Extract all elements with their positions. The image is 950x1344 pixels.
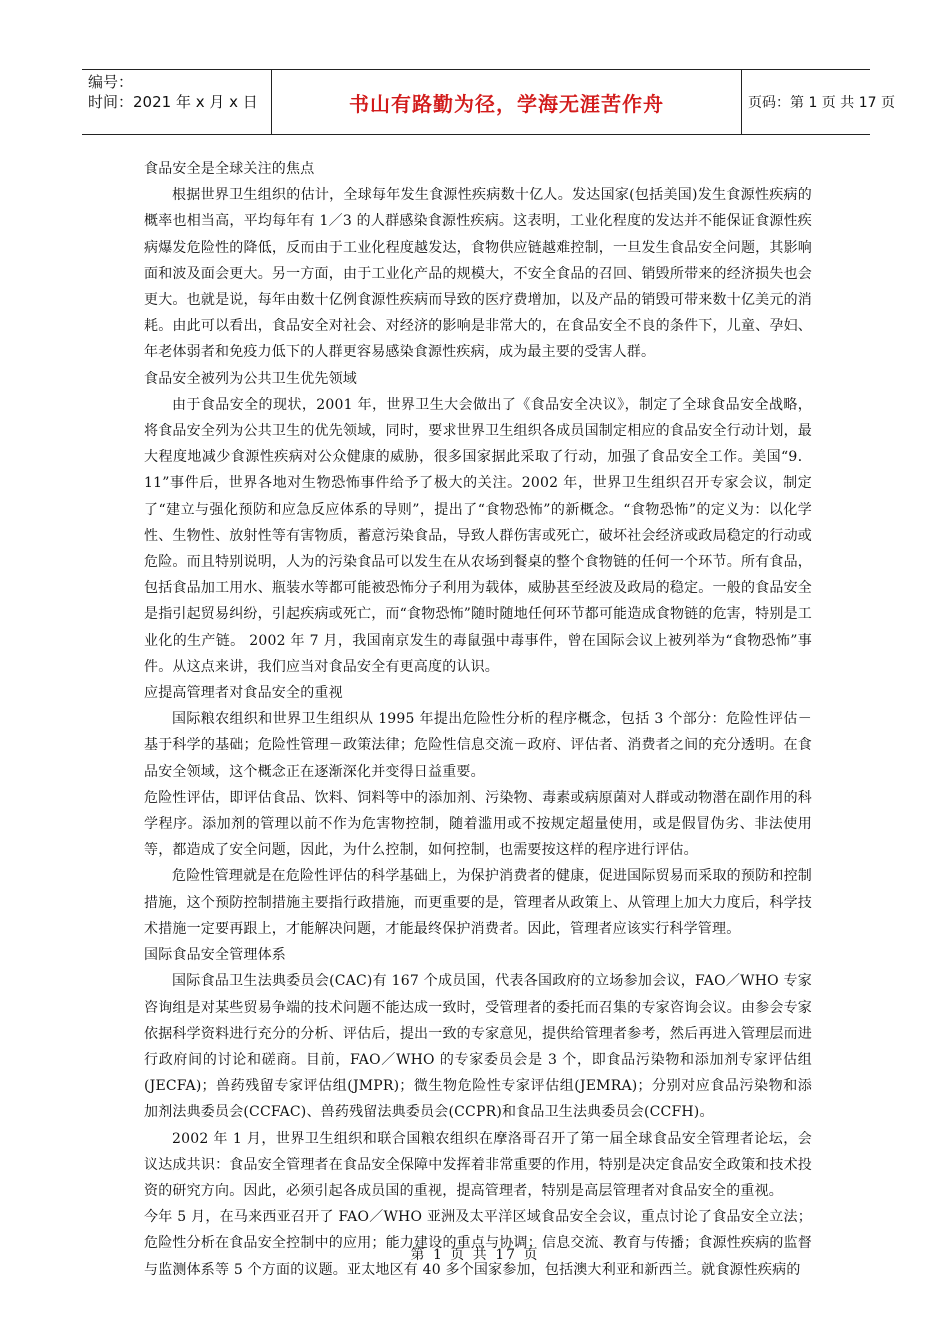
doc-date-label: 时间：2021 年 x 月 x 日	[88, 93, 258, 111]
header-info-cell	[82, 70, 272, 134]
body-paragraph: 危险性管理就是在危险性评估的科学基础上，为保护消费者的健康，促进国际贸易而采取的预防和控制措施，这个预防控制措施主要指行政措施，而更重要的是，管理者从政策上、从管理上加大力度后，科学技术措施一定要再跟上，才能解决问题，才能最终保护消费者。因此，管理者应该实行科学管理。	[144, 868, 812, 937]
page-footer: 第 1 页 共 17 页	[410, 1247, 540, 1263]
header-page-number: 页码：第 1 页 共 17 页	[748, 95, 895, 111]
body-paragraph: 根据世界卫生组织的估计，全球每年发生食源性疾病数十亿人。发达国家(包括美国)发生食源性疾病的概率也相当高，平均每年有 1／3 的人群感染食源性疾病。这表明，工业化程度的发达并不能保证食源性疾病爆发危险性的降低，反而由于工业化程度越发达，食物供应链越难控制，一旦发生食品安全问题，其影响面和波及面会更大。另一方面，由于工业化产品的规模大，不安全食品的召回、销毁所带来的经济损失也会更大。也就是说，每年由数十亿例食源性疾病而导致的医疗费增加，以及产品的销毁可带来数十亿美元的消耗。由此可以看出，食品安全对社会、对经济的影响是非常大的，在食品安全不良的条件下，儿童、孕妇、年老体弱者和免疫力低下的人群更容易感染食源性疾病，成为最主要的受害人群。	[144, 187, 812, 361]
section-heading: 国际食品安全管理体系	[144, 947, 286, 964]
body-paragraph: 危险性评估，即评估食品、饮料、饲料等中的添加剂、污染物、毒素或病原菌对人群或动物潜在副作用的科学程序。添加剂的管理以前不作为危害物控制，随着滥用或不按规定超量使用，或是假冒伪劣、非法使用等，都造成了安全问题，因此，为什么控制，如何控制，也需要按这样的程序进行评估。	[144, 789, 812, 859]
section-heading: 食品安全被列为公共卫生优先领域	[144, 370, 357, 387]
body-paragraph: 今年 5 月，在马来西亚召开了 FAO／WHO 亚洲及太平洋区域食品安全会议，重点讨论了食品安全立法；危险性分析在食品安全控制中的应用；能力建设的重点与协调；信息交流、教育与传播；食源性疾病的监督与监测体系等 5 个方面的议题。亚太地区有 40 多个国家参加，包括澳大利亚和新西兰。就食源性疾病的	[144, 1209, 812, 1278]
header-slogan: 书山有路勤为径，学海无涯苦作舟	[349, 91, 664, 116]
section-heading: 食品安全是全球关注的焦点	[144, 161, 315, 177]
header-page-cell	[742, 70, 895, 134]
document-header	[82, 69, 895, 135]
document-body	[144, 156, 812, 1283]
body-paragraph: 2002 年 1 月，世界卫生组织和联合国粮农组织在摩洛哥召开了第一届全球食品安全管理者论坛，会议达成共识：食品安全管理者在食品安全保障中发挥着非常重要的作用，特别是决定食品安全政策和技术投资的研究方向。因此，必须引起各成员国的重视，提高管理者，特别是高层管理者对食品安全的重视。	[144, 1130, 812, 1199]
body-paragraph: 国际粮农组织和世界卫生组织从 1995 年提出危险性分析的程序概念，包括 3 个部分：危险性评估－基于科学的基础；危险性管理－政策法律；危险性信息交流－政府、评估者、消费者之间的充分透明。在食品安全领域，这个概念正在逐渐深化并变得日益重要。	[144, 711, 812, 780]
section-heading: 应提高管理者对食品安全的重视	[144, 685, 343, 702]
body-paragraph: 由于食品安全的现状，2001 年，世界卫生大会做出了《食品安全决议》，制定了全球食品安全战略，将食品安全列为公共卫生的优先领域，同时，要求世界卫生组织各成员国制定相应的食品安全行动计划，最大程度地减少食源性疾病对公众健康的威胁，很多国家据此采取了行动，加强了食品安全工作。美国“9．11”事件后，世界各地对生物恐怖事件给予了极大的关注。2002 年，世界卫生组织召开专家会议，制定了“建立与强化预防和应急反应体系的导则”，提出了“食物恐怖”的新概念。“食物恐怖”的定义为：以化学性、生物性、放射性等有害物质，蓄意污染食品，导致人群伤害或死亡，破坏社会经济或政局稳定的行动或危险。而且特别说明，人为的污染食品可以发生在从农场到餐桌的整个食物链的任何一个环节。所有食品，包括食品加工用水、瓶装水等都可能被恐怖分子利用为载体，威胁甚至经波及政局的稳定。一般的食品安全是指引起贸易纠纷，引起疾病或死亡，而“食物恐怖”随时随地任何环节都可能造成食物链的危害，特别是工业化的生产链。 2002 年 7 月，我国南京发生的毒鼠强中毒事件，曾在国际会议上被列举为“食物恐怖”事件。从这点来讲，我们应当对食品安全有更高度的认识。	[144, 396, 812, 675]
doc-number-label: 编号：	[88, 73, 134, 91]
header-slogan-cell	[272, 70, 742, 134]
body-paragraph: 国际食品卫生法典委员会(CAC)有 167 个成员国，代表各国政府的立场参加会议，FAO／WHO 专家咨询组是对某些贸易争端的技术问题不能达成一致时，受管理者的委托而召集的专家咨询会议。由参会专家依据科学资料进行充分的分析、评估后，提出一致的专家意见，提供给管理者参考，然后再进入管理层而进行政府间的讨论和磋商。目前，FAO／WHO 的专家委员会是 3 个，即食品污染物和添加剂专家评估组(JECFA)；兽药残留专家评估组(JMPR)；微生物危险性专家评估组(JEMRA)；分别对应食品污染物和添加剂法典委员会(CCFAC)、兽药残留法典委员会(CCPR)和食品卫生法典委员会(CCFH)。	[144, 973, 812, 1121]
